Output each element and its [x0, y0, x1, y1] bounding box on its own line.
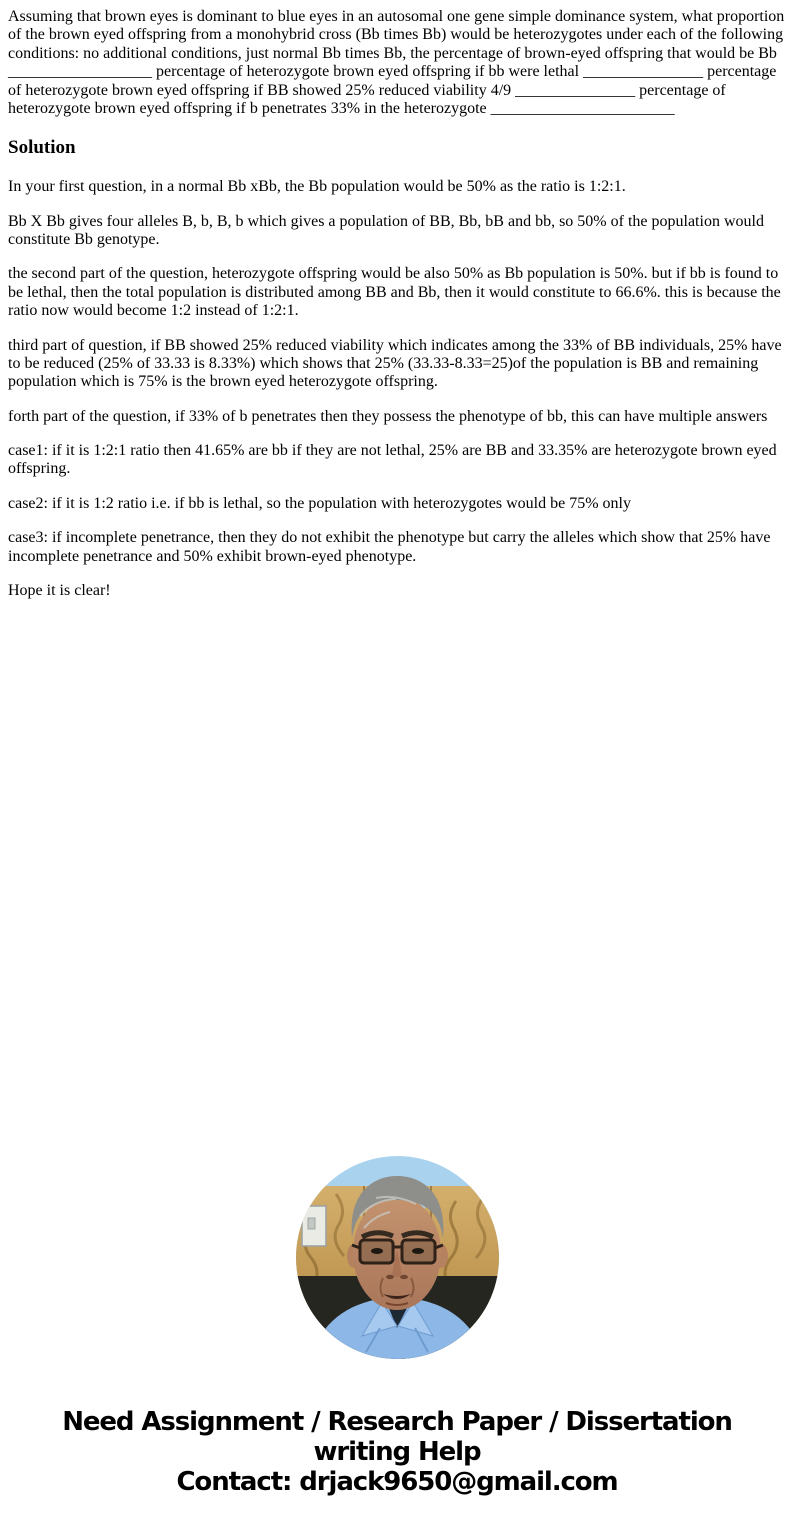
- solution-paragraph-9: Hope it is clear!: [8, 582, 111, 600]
- blank-space: [8, 616, 786, 1156]
- solution-paragraph-1: In your first question, in a normal Bb xBb, the Bb population would be 50% as the ratio is 1:2:1.: [8, 178, 626, 196]
- expert-photo-icon: [296, 1156, 499, 1359]
- document-page: [8, 8, 786, 1497]
- footer-contact-email: Contact: drjack9650@gmail.com: [176, 1467, 618, 1498]
- footer-line-2: writing Help: [313, 1437, 481, 1468]
- solution-heading: Solution: [8, 137, 76, 159]
- solution-paragraph-4: third part of question, if BB showed 25% reduced viability which indicates among the 33% of BB individuals, 25% have to be reduced (25% of 33.33 is 8.33%) which shows that 25% (33.33-8.33=25)of the population is BB and remaining population which is 75% is the brown eyed heterozygote offspring.: [8, 336, 782, 391]
- photo-eye-right: [412, 1248, 424, 1254]
- solution-paragraph-3: the second part of the question, heterozygote offspring would be also 50% as Bb population is 50%. but if bb is found to be lethal, then the total population is distributed among BB and Bb, then it would constitute to 66.6%. this is because the ratio now would become 1:2 instead of 1:2:1.: [8, 265, 781, 320]
- footer-help-banner: [8, 1407, 786, 1497]
- solution-paragraph-5: forth part of the question, if 33% of b penetrates then they possess the phenotype of bb, this can have multiple answers: [8, 407, 768, 425]
- solution-paragraph-2: Bb X Bb gives four alleles B, b, B, b which gives a population of BB, Bb, bB and bb, so 50% of the population would constitute Bb genotype.: [8, 212, 764, 248]
- solution-paragraph-6: case1: if it is 1:2:1 ratio then 41.65% are bb if they are not lethal, 25% are BB and 33.35% are heterozygote brown eyed offspring.: [8, 442, 777, 478]
- expert-avatar: [296, 1156, 499, 1359]
- solution-paragraph-8: case3: if incomplete penetrance, then they do not exhibit the phenotype but carry the alleles which show that 25% have incomplete penetrance and 50% exhibit brown-eyed phenotype.: [8, 529, 771, 565]
- footer-line-1: Need Assignment / Research Paper / Dissertation: [62, 1407, 732, 1438]
- photo-eye-left: [371, 1248, 383, 1254]
- solution-paragraph-7: case2: if it is 1:2 ratio i.e. if bb is lethal, so the population with heterozygotes would be 75% only: [8, 494, 631, 512]
- question-text: Assuming that brown eyes is dominant to blue eyes in an autosomal one gene simple dominance system, what proportion of the brown eyed offspring from a monohybrid cross (Bb times Bb) would be heterozygotes under each of the following conditions: no additional conditions, just normal Bb times Bb, the percentage of brown-eyed offspring that would be Bb __________________ percentage of heterozygote brown eyed offspring if bb were lethal _______________ percentage of heterozygote brown eyed offspring if BB showed 25% reduced viability 4/9 _______________ percentage of heterozygote brown eyed offspring if b penetrates 33% in the heterozygote _______________________: [8, 8, 785, 117]
- photo-switchboard: [302, 1206, 326, 1246]
